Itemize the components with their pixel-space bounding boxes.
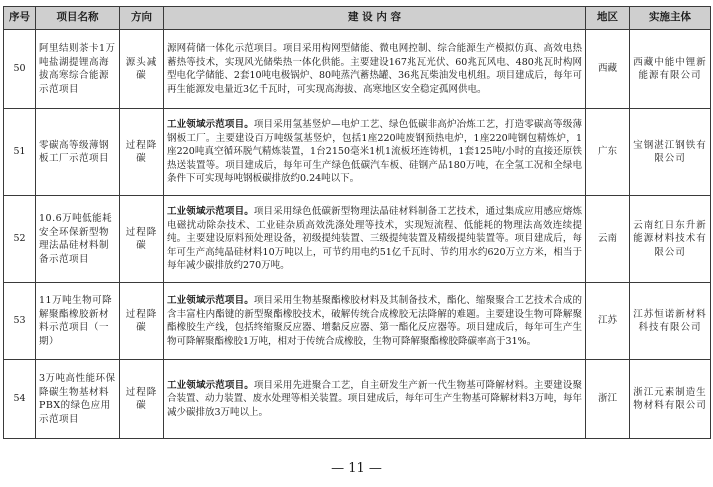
- row-project-name: 11万吨生物可降解聚酯橡胶新材料示范项目（一期）: [36, 283, 120, 360]
- row-direction: 过程降碳: [120, 360, 164, 439]
- header-seq: 序号: [4, 7, 36, 30]
- header-entity: 实施主体: [630, 7, 711, 30]
- table-row: [4, 283, 711, 360]
- row-content: [164, 109, 586, 196]
- row-entity: 宝钢湛江钢铁有限公司: [630, 109, 711, 196]
- row-project-name: 3万吨高性能环保降碳生物基材料PBX的绿色应用示范项目: [36, 360, 120, 439]
- page-number: — 11 —: [331, 461, 382, 476]
- row-seq: 51: [4, 109, 36, 196]
- row-entity: 浙江元素制造生物材料有限公司: [630, 360, 711, 439]
- row-content-text: 项目采用氢基竖炉—电炉工艺、绿色低碳非高炉冶炼工艺，打造零碳高等级薄钢板工厂。主要建设百万吨级氢基竖炉，包括1座220吨废钢预热电炉，1座220吨钢包精炼炉，1座220吨真空循环脱气精炼装置，1台2150毫米1机1流板坯连铸机，1套125吨/小时的直接还原铁热送装置等。项目建成后，每年可生产绿色低碳汽车板、硅钢产品180万吨，在全氢工况和全绿电条件下可实现每吨钢板碳排放约0.24吨以下。: [167, 119, 582, 185]
- row-seq: 53: [4, 283, 36, 360]
- row-region: 西藏: [586, 30, 630, 109]
- row-project-name: 10.6万吨低能耗安全环保新型物理法晶硅材料制备示范项目: [36, 196, 120, 283]
- row-region: 广东: [586, 109, 630, 196]
- row-region: 江苏: [586, 283, 630, 360]
- projects-table: [3, 6, 711, 439]
- row-kind: 工业领域示范项目。: [167, 206, 254, 218]
- row-project-name: 零碳高等级薄钢板工厂示范项目: [36, 109, 120, 196]
- row-content: [164, 30, 586, 109]
- table-row: [4, 196, 711, 283]
- header-region: 地区: [586, 7, 630, 30]
- row-direction: 源头减碳: [120, 30, 164, 109]
- header-name: 项目名称: [36, 7, 120, 30]
- row-content-text: 项目采用绿色低碳新型物理法晶硅材料制备工艺技术，通过集成应用感应熔炼电磁扰动除杂技术、工业硅杂质高效洗涤处理等技术，实现短流程、低能耗的物理法高效连续提纯。主要建设原料预处理设备，初级提纯装置、三级提纯装置及精级提纯装置等。项目建成后，每年可生产高纯晶硅材料10万吨以上，可节约用电约51亿千瓦时、节约用水约620万立方米，相当于每年减少碳排放约270万吨。: [167, 206, 582, 272]
- row-entity: 云南红日东升新能源材料技术有限公司: [630, 196, 711, 283]
- row-direction: 过程降碳: [120, 196, 164, 283]
- row-seq: 54: [4, 360, 36, 439]
- table-row: [4, 360, 711, 439]
- row-direction: 过程降碳: [120, 109, 164, 196]
- row-content-text: 源网荷储一体化示范项目。项目采用构网型储能、微电网控制、综合能源生产模拟仿真、高效电热蓄热等技术，实现风光储柴热一体化供能。主要建设167兆瓦光伏、60兆瓦风电、480兆瓦时构网型电化学储能、2套10吨电极锅炉、80吨蒸汽蓄热罐、36兆瓦柴油发电机组。项目建成后，每年可再生能源发电量近3亿千瓦时，可实现高海拔、高寒地区安全稳定孤网供电。: [167, 43, 582, 95]
- row-kind: 工业领域示范项目。: [167, 295, 254, 306]
- row-content-text: 项目采用先进聚合工艺，自主研发生产新一代生物基可降解材料。主要建设聚合装置、动力装置、废水处理等相关装置。项目建成后，每年可生产生物基可降解材料3万吨，每年减少碳排放3万吨以上。: [167, 379, 582, 418]
- row-content: [164, 283, 586, 360]
- table-header-row: [4, 7, 711, 30]
- row-region: 云南: [586, 196, 630, 283]
- table-row: [4, 30, 711, 109]
- row-direction: 过程降碳: [120, 283, 164, 360]
- row-project-name: 阿里结则茶卡1万吨盐湖提锂高海拔高寒综合能源示范项目: [36, 30, 120, 109]
- row-entity: 江苏恒诺新材料科技有限公司: [630, 283, 711, 360]
- row-seq: 52: [4, 196, 36, 283]
- row-seq: 50: [4, 30, 36, 109]
- row-kind: 工业领域示范项目。: [167, 379, 254, 391]
- row-kind: 工业领域示范项目。: [167, 119, 254, 131]
- header-content: 建 设 内 容: [164, 7, 586, 30]
- row-content: [164, 360, 586, 439]
- table-row: [4, 109, 711, 196]
- row-content-text: 项目采用生物基聚酯橡胶材料及其制备技术，酯化、缩聚聚合工艺技术合成的含丰富柱内酯键的新型聚酯橡胶技术，破解传统合成橡胶无法降解的难题。主要建设生物可降解聚酯橡胶生产线，包括终缩聚反应器、增黏反应器、第一酯化反应器等。项目建成后，每年可生产生物可降解聚酯橡胶1万吨，相对于传统合成橡胶，生物可降解聚酯橡胶降碳率高于31%。: [167, 295, 582, 347]
- row-entity: 西藏中能中锂新能源有限公司: [630, 30, 711, 109]
- row-content: [164, 196, 586, 283]
- header-direction: 方向: [120, 7, 164, 30]
- row-region: 浙江: [586, 360, 630, 439]
